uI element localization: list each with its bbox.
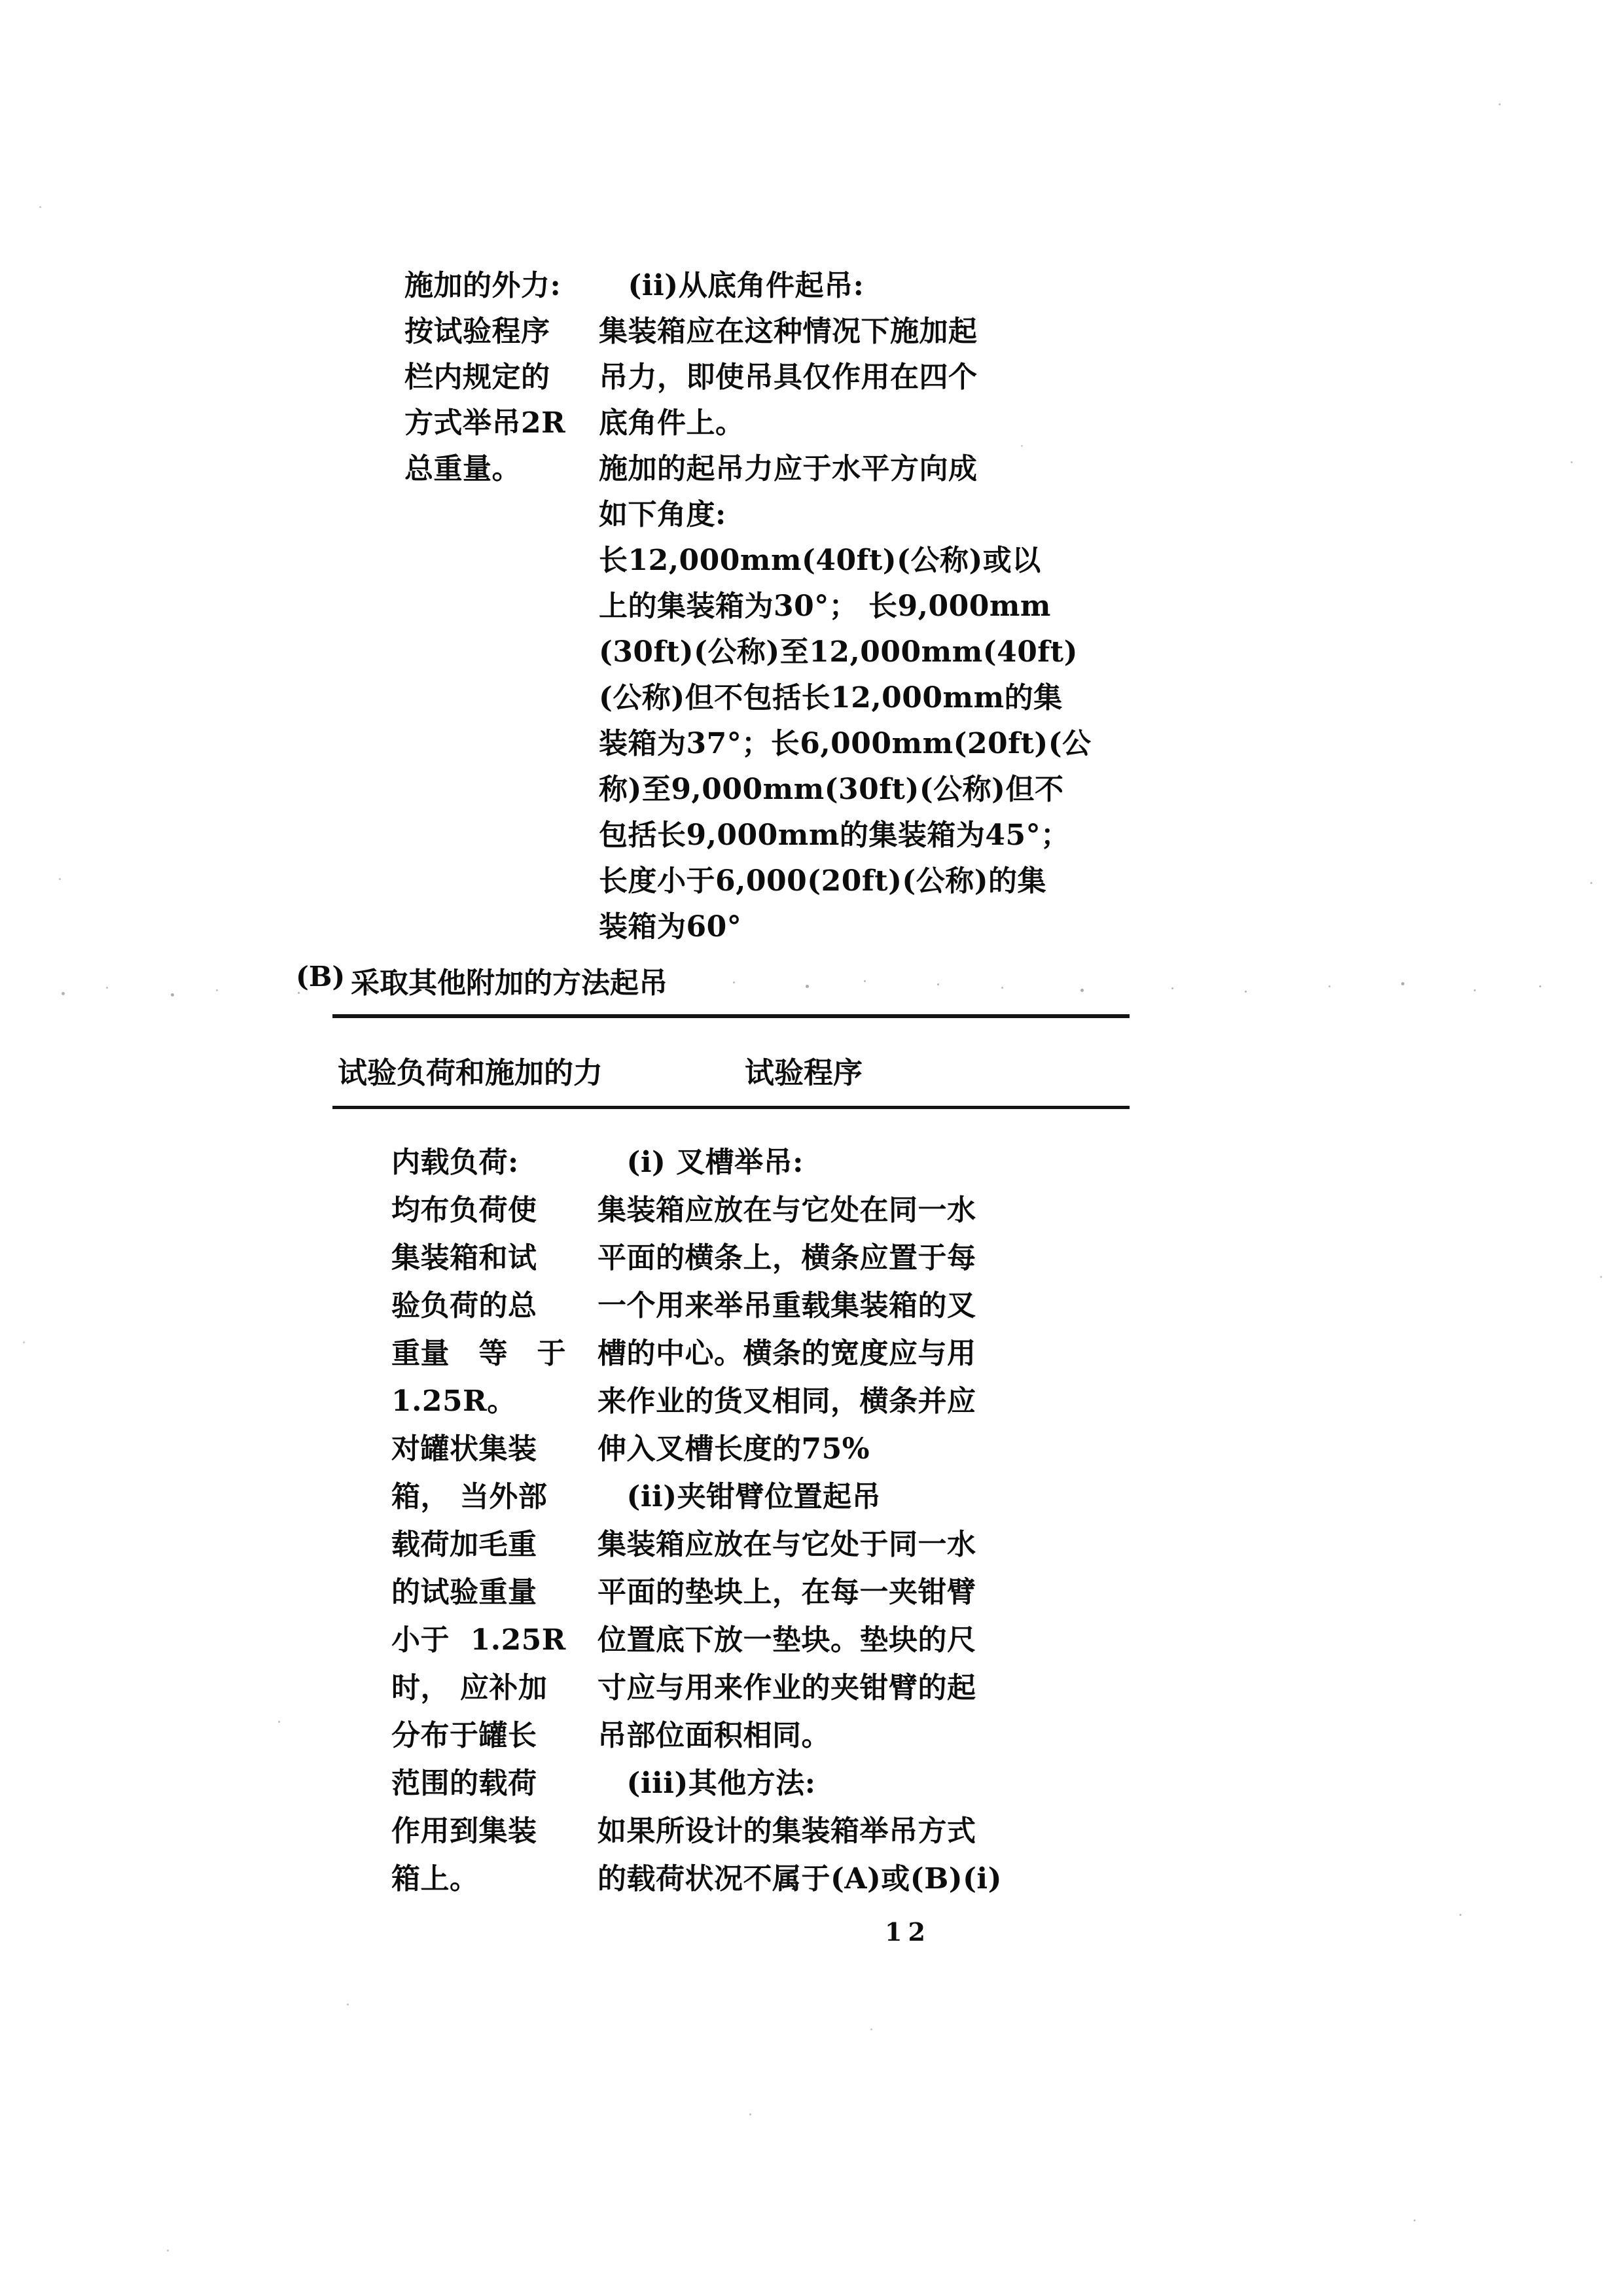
top-procedure-column [599,263,1092,950]
section-b-label: (B) [296,961,346,993]
text-line: (公称)但不包括长12,000mm的集 [599,681,1063,715]
text-line: 集装箱应在这种情况下施加起 [599,315,978,348]
text-line: 上的集装箱为30°； 长9,000mm [599,590,1051,623]
text-line: 作用到集装 [391,1814,537,1848]
text-line: 集装箱应放在与它处在同一水 [597,1193,976,1227]
text-line: (i) 叉槽举吊: [597,1146,804,1179]
text-line: 箱， 当外部 [391,1480,548,1513]
text-line: 总重量。 [404,452,521,486]
text-line: 寸应与用来作业的夹钳臂的起 [597,1671,976,1704]
text-line: 栏内规定的 [404,361,550,394]
text-line: 集装箱应放在与它处于同一水 [597,1528,976,1561]
text-line: 的试验重量 [391,1576,537,1609]
text-line: 底角件上。 [599,406,745,440]
text-line: (ii)夹钳臂位置起吊 [597,1480,882,1513]
table-header-procedure-column: 试验程序 [745,1055,863,1090]
text-line: 范围的载荷 [391,1767,537,1800]
text-line: 装箱为60° [599,910,742,944]
top-load-column [404,263,565,492]
text-line: (iii)其他方法: [597,1767,816,1800]
scan-noise-dots [0,0,2,2]
text-line: 长度小于6,000(20ft)(公称)的集 [599,864,1047,898]
table-header-load-column: 试验负荷和施加的力 [338,1055,603,1090]
text-line: 伸入叉槽长度的75% [597,1432,870,1466]
text-line: 吊部位面积相同。 [597,1719,830,1752]
text-line: 小于 1.25R [391,1623,566,1657]
text-line: 称)至9,000mm(30ft)(公称)但不 [599,773,1064,806]
text-line: 如下角度: [599,498,726,531]
text-line: 长12,000mm(40ft)(公称)或以 [599,544,1041,577]
text-line: 载荷加毛重 [391,1528,537,1561]
text-line: 1.25R。 [391,1385,516,1418]
text-line: 包括长9,000mm的集装箱为45°； [599,819,1070,852]
text-line: 内载负荷: [391,1146,519,1179]
bottom-procedure-column [597,1139,1002,1903]
text-line: 来作业的货叉相同，横条并应 [597,1385,976,1418]
text-line: 的载荷状况不属于(A)或(B)(i) [597,1862,1002,1896]
text-line: 验负荷的总 [391,1289,537,1322]
bottom-load-column [391,1139,566,1903]
page-number: 12 [885,1917,931,1947]
text-line: 吊力，即使吊具仅作用在四个 [599,361,978,394]
text-line: 均布负荷使 [391,1193,537,1227]
text-line: 箱上。 [391,1862,479,1896]
text-line: 时， 应补加 [391,1671,548,1704]
text-line: (30ft)(公称)至12,000mm(40ft) [599,635,1078,669]
text-line: 方式举吊2R [404,406,566,440]
text-line: 施加的起吊力应于水平方向成 [599,452,978,486]
text-line: 分布于罐长 [391,1719,537,1752]
section-b-title: 采取其他附加的方法起吊 [351,966,668,1000]
text-line: 集装箱和试 [391,1241,537,1275]
text-line: 按试验程序 [404,315,550,348]
text-line: 如果所设计的集装箱举吊方式 [597,1814,976,1848]
text-line: 平面的垫块上，在每一夹钳臂 [597,1576,976,1609]
table-top-rule [332,1014,1130,1018]
text-line: 装箱为37°；长6,000mm(20ft)(公 [599,727,1092,760]
text-line: 重量 等 于 [391,1337,566,1370]
text-line: 施加的外力: [404,269,562,302]
table-header-rule [332,1106,1130,1109]
text-line: 对罐状集装 [391,1432,537,1466]
text-line: 槽的中心。横条的宽度应与用 [597,1337,976,1370]
text-line: 位置底下放一垫块。垫块的尺 [597,1623,976,1657]
text-line: 平面的横条上，横条应置于每 [597,1241,976,1275]
text-line: (ii)从底角件起吊: [599,269,865,302]
text-line: 一个用来举吊重载集装箱的叉 [597,1289,976,1322]
